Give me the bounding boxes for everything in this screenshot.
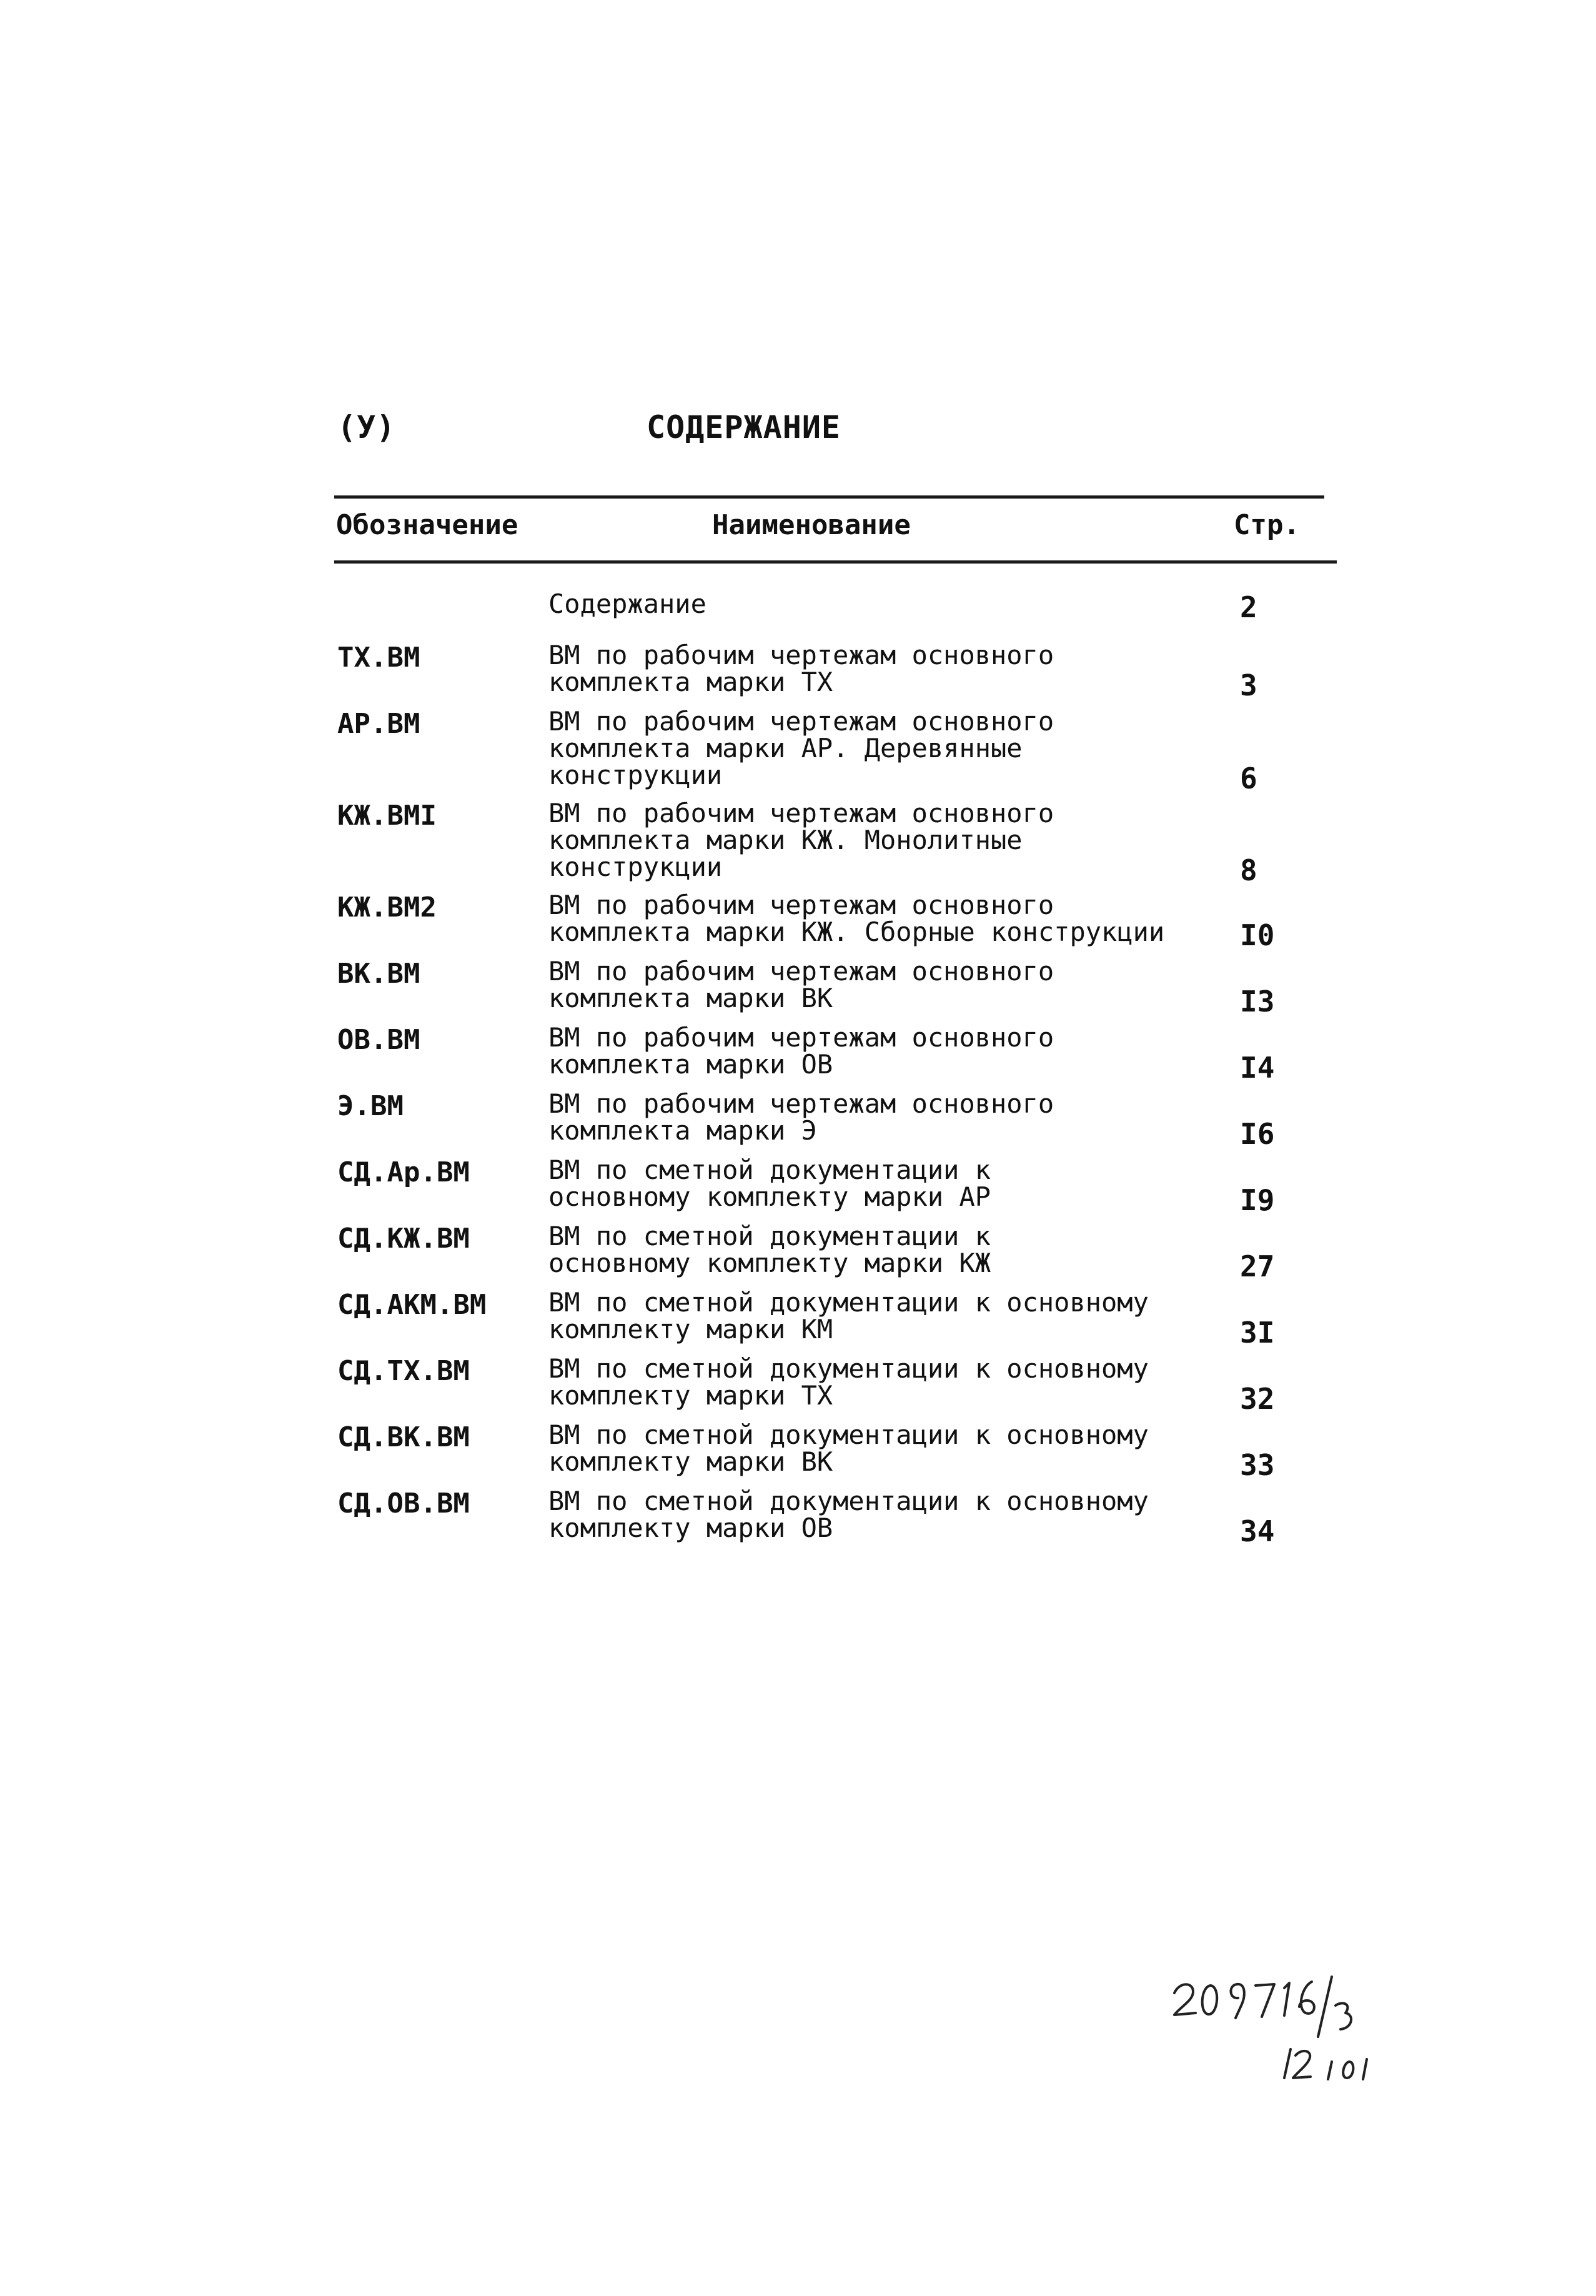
row-designation: СД.ОВ.ВМ — [337, 1488, 470, 1519]
row-page: 33 — [1240, 1448, 1275, 1482]
page-title: СОДЕРЖАНИЕ — [647, 409, 841, 445]
row-name — [548, 892, 1236, 945]
row-name-line: ВМ по рабочим чертежам основного — [548, 1022, 1054, 1053]
row-name — [548, 708, 1236, 788]
row-name — [548, 1156, 1236, 1210]
row-name-line: ВМ по рабочим чертежам основного — [548, 640, 1054, 670]
row-name-line: ВМ по рабочим чертежам основного — [548, 956, 1054, 986]
column-header-page: Стр. — [1234, 509, 1300, 541]
row-designation: ВК.ВМ — [337, 958, 420, 990]
row-name — [548, 642, 1236, 695]
row-designation: ТХ.ВМ — [337, 642, 420, 673]
row-page: 27 — [1240, 1250, 1275, 1283]
row-name-line: ВМ по сметной документации к — [548, 1221, 991, 1251]
row-name-line: ВМ по сметной документации к основному — [548, 1353, 1149, 1384]
row-name-line: комплекту марки ОВ — [548, 1513, 833, 1543]
section-code: (У) — [337, 409, 396, 445]
row-name-line: комплекта марки АР. Деревянные — [548, 733, 1023, 763]
row-name-line: комплекта марки ТХ — [548, 667, 833, 697]
row-name-line: ВМ по рабочим чертежам основного — [548, 1088, 1054, 1119]
row-designation: КЖ.ВМ2 — [337, 892, 437, 923]
row-name-line: комплекту марки КМ — [548, 1314, 833, 1344]
row-page: I6 — [1240, 1117, 1275, 1151]
row-name-line: конструкции — [548, 852, 723, 882]
row-name-line: комплекта марки ОВ — [548, 1049, 833, 1080]
row-name — [548, 1488, 1236, 1541]
row-name-line: конструкции — [548, 760, 723, 790]
row-designation: СД.КЖ.ВМ — [337, 1223, 470, 1255]
row-page: I9 — [1240, 1183, 1275, 1217]
row-name-line: ВМ по сметной документации к — [548, 1155, 991, 1185]
row-name-line: ВМ по сметной документации к основному — [548, 1486, 1149, 1516]
table-header-rule — [334, 560, 1337, 564]
row-name-line: основному комплекту марки АР — [548, 1181, 991, 1212]
row-name — [548, 1289, 1236, 1343]
row-name-line: основному комплекту марки КЖ — [548, 1248, 991, 1278]
row-name-line: Содержание — [548, 589, 706, 619]
row-name-line: комплекту марки ВК — [548, 1446, 833, 1477]
row-designation: СД.ВК.ВМ — [337, 1421, 470, 1453]
row-page: 32 — [1240, 1382, 1275, 1416]
row-designation: КЖ.ВМI — [337, 800, 437, 832]
row-name-line: ВМ по рабочим чертежам основного — [548, 798, 1054, 828]
row-name — [548, 1223, 1236, 1276]
row-name-line: комплекта марки КЖ. Сборные конструкции — [548, 917, 1165, 947]
row-name — [548, 1024, 1236, 1078]
row-name — [548, 1355, 1236, 1409]
row-name-line: ВМ по сметной документации к основному — [548, 1287, 1149, 1318]
row-designation: ОВ.ВМ — [337, 1024, 420, 1056]
row-designation: СД.АКМ.ВМ — [337, 1289, 487, 1321]
row-name — [548, 1421, 1236, 1475]
table-top-rule — [334, 495, 1324, 499]
row-page: I4 — [1240, 1051, 1275, 1085]
row-name — [548, 800, 1236, 880]
row-designation: Э.ВМ — [337, 1090, 404, 1122]
row-name-line: комплекта марки ВК — [548, 983, 833, 1013]
row-name-line: ВМ по рабочим чертежам основного — [548, 706, 1054, 737]
row-page: 2 — [1240, 590, 1257, 624]
row-name-line: комплекта марки КЖ. Монолитные — [548, 825, 1023, 855]
row-name — [548, 958, 1236, 1011]
row-page: I0 — [1240, 918, 1275, 952]
row-page: 6 — [1240, 762, 1257, 795]
column-header-name: Наименование — [712, 509, 911, 541]
row-name — [548, 590, 1236, 617]
column-header-designation: Обозначение — [336, 509, 518, 541]
row-name-line: ВМ по сметной документации к основному — [548, 1419, 1149, 1450]
row-page: I3 — [1240, 985, 1275, 1018]
handwritten-inventory-note — [1168, 1968, 1393, 2093]
row-designation: СД.Ар.ВМ — [337, 1156, 470, 1188]
row-page: 3I — [1240, 1316, 1275, 1349]
row-designation: СД.ТХ.ВМ — [337, 1355, 470, 1387]
row-name-line: комплекта марки Э — [548, 1115, 817, 1146]
row-name — [548, 1090, 1236, 1144]
row-page: 3 — [1240, 668, 1257, 702]
row-page: 34 — [1240, 1514, 1275, 1548]
row-page: 8 — [1240, 853, 1257, 887]
row-name-line: ВМ по рабочим чертежам основного — [548, 890, 1054, 920]
row-designation: АР.ВМ — [337, 708, 420, 740]
row-name-line: комплекту марки ТХ — [548, 1380, 833, 1411]
